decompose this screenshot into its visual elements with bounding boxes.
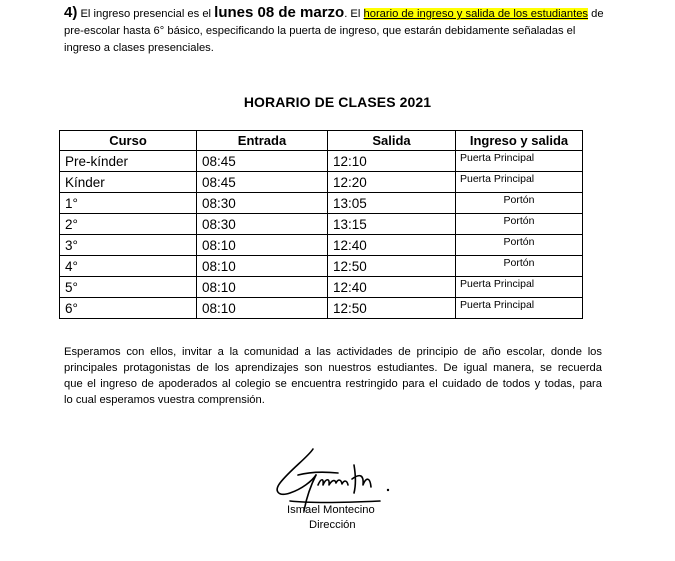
signature-name: Ismael Montecino xyxy=(287,504,375,516)
cell-salida: 12:40 xyxy=(328,277,456,298)
cell-salida: 13:15 xyxy=(328,214,456,235)
table-row xyxy=(60,151,583,172)
cell-entrada: 08:30 xyxy=(197,214,328,235)
cell-puerta: Puerta Principal xyxy=(456,277,583,298)
header-entrada: Entrada xyxy=(197,131,328,151)
cell-salida: 12:40 xyxy=(328,235,456,256)
table-row xyxy=(60,172,583,193)
cell-entrada: 08:45 xyxy=(197,172,328,193)
table-row xyxy=(60,256,583,277)
cell-puerta: Portón xyxy=(456,214,583,235)
cell-salida: 12:20 xyxy=(328,172,456,193)
cell-curso: 4° xyxy=(60,256,197,277)
closing-line: Esperamos con ellos, invitar a la comunidad a las actividades de principio de año escolar, donde los xyxy=(64,346,602,358)
item-number: 4) xyxy=(64,4,78,21)
intro-paragraph xyxy=(64,4,610,57)
closing-line: principales protagonistas de los aprendizajes son nuestros estudiantes. De igual manera, se recuerda xyxy=(64,362,602,374)
cell-curso: 6° xyxy=(60,298,197,319)
closing-line: lo cual esperamos vuestra comprensión. xyxy=(64,394,265,406)
header-ingreso-salida: Ingreso y salida xyxy=(456,131,583,151)
table-row xyxy=(60,298,583,319)
cell-salida: 13:05 xyxy=(328,193,456,214)
intro-text-after: de pre-escolar hasta 6° básico, especificando la puerta de ingreso, que estarán debidamente señaladas el ingreso a clases presenciales. xyxy=(64,8,604,54)
cell-puerta: Portón xyxy=(456,193,583,214)
cell-puerta: Puerta Principal xyxy=(456,151,583,172)
schedule-title: HORARIO DE CLASES 2021 xyxy=(243,94,432,110)
cell-entrada: 08:45 xyxy=(197,151,328,172)
cell-entrada: 08:10 xyxy=(197,256,328,277)
cell-salida: 12:50 xyxy=(328,298,456,319)
table-row xyxy=(60,277,583,298)
closing-paragraph xyxy=(64,344,602,408)
signature-role: Dirección xyxy=(309,519,356,531)
table-row xyxy=(60,235,583,256)
cell-puerta: Portón xyxy=(456,235,583,256)
header-curso: Curso xyxy=(60,131,197,151)
cell-curso: 2° xyxy=(60,214,197,235)
cell-curso: Kínder xyxy=(60,172,197,193)
cell-curso: 1° xyxy=(60,193,197,214)
cell-entrada: 08:10 xyxy=(197,277,328,298)
cell-curso: 3° xyxy=(60,235,197,256)
schedule-table xyxy=(59,130,583,319)
intro-text-before: El ingreso presencial es el xyxy=(80,8,212,20)
header-salida: Salida xyxy=(328,131,456,151)
cell-entrada: 08:10 xyxy=(197,298,328,319)
cell-curso: Pre-kínder xyxy=(60,151,197,172)
cell-salida: 12:50 xyxy=(328,256,456,277)
cell-entrada: 08:30 xyxy=(197,193,328,214)
closing-line: que el ingreso de apoderados al colegio se encuentra restringido para el cuidado de todos y todas, para xyxy=(64,378,602,390)
cell-entrada: 08:10 xyxy=(197,235,328,256)
table-row xyxy=(60,214,583,235)
table-row xyxy=(60,193,583,214)
start-date: lunes 08 de marzo xyxy=(214,4,345,21)
cell-puerta: Portón xyxy=(456,256,583,277)
cell-puerta: Puerta Principal xyxy=(456,172,583,193)
cell-puerta: Puerta Principal xyxy=(456,298,583,319)
table-header-row xyxy=(60,131,583,151)
intro-text-mid: . El xyxy=(344,8,361,20)
cell-curso: 5° xyxy=(60,277,197,298)
highlighted-schedule-text: horario de ingreso y salida de los estudiantes xyxy=(363,8,589,20)
cell-salida: 12:10 xyxy=(328,151,456,172)
